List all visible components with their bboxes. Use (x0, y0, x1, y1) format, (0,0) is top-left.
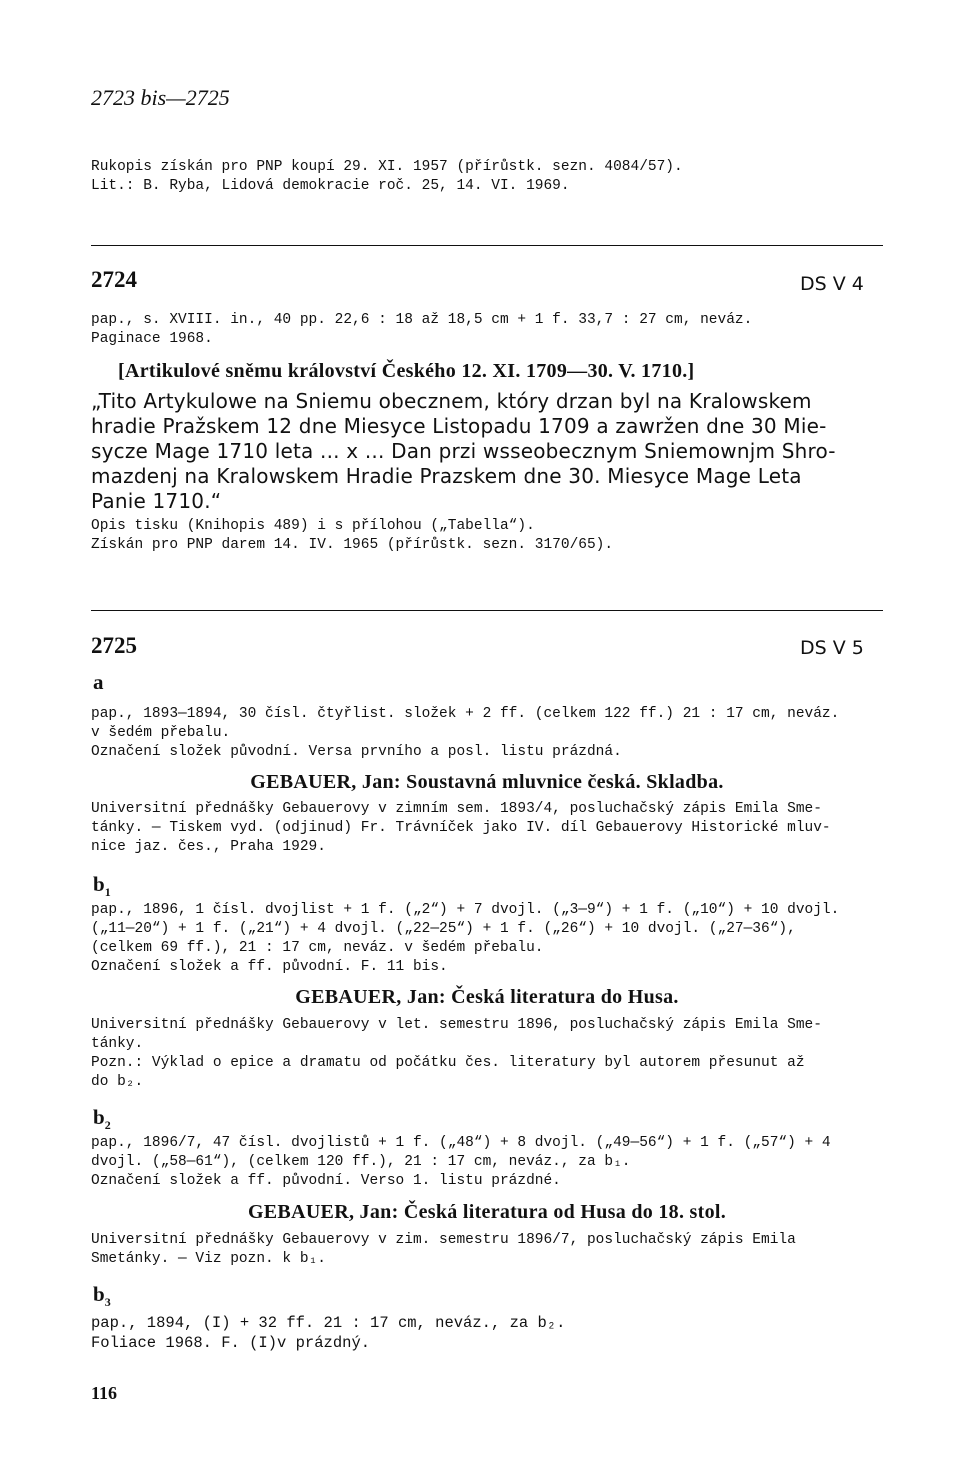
physical-description: v šedém přebalu. (91, 725, 231, 741)
physical-description: Označení složek původní. Versa prvního a posl. listu prázdná. (91, 744, 622, 760)
entry-signature: DS V 4 (800, 273, 864, 295)
physical-description: pap., 1893—1894, 30 čísl. čtyřlist. složek + 2 ff. (celkem 122 ff.) 21 : 17 cm, neváz. (91, 706, 840, 722)
entry-note: Opis tisku (Knihopis 489) i s přílohou („Tabella“). (91, 518, 535, 534)
physical-description: Paginace 1968. (91, 331, 213, 347)
physical-description: Označení složek a ff. původní. F. 11 bis. (91, 959, 448, 975)
entry-note: Universitní přednášky Gebauerovy v zimním sem. 1893/4, posluchačský zápis Emila Sme- (91, 801, 822, 817)
part-letter: $b_3$ (93, 1282, 111, 1310)
entry-note: Universitní přednášky Gebauerovy v let. semestru 1896, posluchačský zápis Emila Sme- (91, 1017, 822, 1033)
prev-entry-line: Lit.: B. Ryba, Lidová demokracie roč. 25, 14. VI. 1969. (91, 178, 570, 194)
entry-number: 2725 (91, 633, 137, 658)
physical-description: pap., 1896, 1 čísl. dvojlist + 1 f. („2“) + 7 dvojl. („3—9“) + 1 f. („10“) + 10 dvojl. (91, 902, 840, 918)
entry-title: GEBAUER, Jan: Česká literatura od Husa do 18. stol. (247, 1201, 727, 1223)
entry-note: do b₂. (91, 1074, 144, 1090)
title-quote-line: hradie Pražskem 12 dne Miesyce Listopadu 1709 a zawržen dne 30 Mie- (91, 414, 827, 438)
running-head: 2723 bis—2725 (91, 85, 230, 110)
entry-divider (91, 245, 883, 246)
entry-note: tánky. (91, 1036, 144, 1052)
entry-title: GEBAUER, Jan: Soustavná mluvnice česká. Skladba. (250, 771, 724, 793)
entry-title: [Artikulové sněmu království Českého 12. XI. 1709—30. V. 1710.] (118, 360, 695, 382)
entry-title: GEBAUER, Jan: Česká literatura do Husa. (295, 986, 679, 1008)
physical-description: Označení složek a ff. původní. Verso 1. listu prázdné. (91, 1173, 561, 1189)
physical-description: („11—20“) + 1 f. („21“) + 4 dvojl. („22—25“) + 1 f. („26“) + 10 dvojl. („27—36“), (91, 921, 796, 937)
entry-note: Universitní přednášky Gebauerovy v zim. semestru 1896/7, posluchačský zápis Emila (91, 1232, 796, 1248)
part-letter: $b_1$ (93, 872, 111, 900)
entry-note: Získán pro PNP darem 14. IV. 1965 (přírůstk. sezn. 3170/65). (91, 537, 614, 553)
physical-description: pap., 1894, (I) + 32 ff. 21 : 17 cm, neváz., za b₂. (91, 1314, 566, 1332)
physical-description: (celkem 69 ff.), 21 : 17 cm, neváz. v šedém přebalu. (91, 940, 544, 956)
page-number: 116 (91, 1383, 118, 1403)
entry-signature: DS V 5 (800, 637, 864, 659)
entry-number: 2724 (91, 267, 137, 292)
physical-description: dvojl. („58—61“), (celkem 120 ff.), 21 : 17 cm, neváz., za b₁. (91, 1154, 631, 1170)
entry-note: nice jaz. čes., Praha 1929. (91, 839, 326, 855)
title-quote-line: Panie 1710.“ (91, 489, 222, 513)
prev-entry-line: Rukopis získán pro PNP koupí 29. XI. 1957 (přírůstk. sezn. 4084/57). (91, 159, 683, 175)
title-quote-line: „Tito Artykulowe na Sniemu obecznem, który drzan byl na Kralowskem (91, 389, 812, 413)
title-quote-line: sycze Mage 1710 leta ... x ... Dan przi wsseobecznym Sniemownjm Shro- (91, 439, 836, 463)
entry-note: tánky. — Tiskem vyd. (odjinud) Fr. Trávníček jako IV. díl Gebauerovy Historické mluv- (91, 820, 831, 836)
part-letter: a (93, 670, 104, 694)
title-quote-line: mazdenj na Kralowskem Hradie Prazskem dne 30. Miesyce Mage Leta (91, 464, 802, 488)
part-letter: $b_2$ (93, 1105, 111, 1133)
entry-note: Pozn.: Výklad o epice a dramatu od počátku čes. literatury byl autorem přesunut až (91, 1055, 805, 1071)
entry-divider (91, 610, 883, 611)
physical-description: pap., 1896/7, 47 čísl. dvojlistů + 1 f. („48“) + 8 dvojl. („49—56“) + 1 f. („57“) + 4 (91, 1135, 831, 1151)
entry-note: Smetánky. — Viz pozn. k b₁. (91, 1251, 326, 1267)
physical-description: pap., s. XVIII. in., 40 pp. 22,6 : 18 až 18,5 cm + 1 f. 33,7 : 27 cm, neváz. (91, 312, 753, 328)
physical-description: Foliace 1968. F. (I)v prázdný. (91, 1334, 371, 1352)
